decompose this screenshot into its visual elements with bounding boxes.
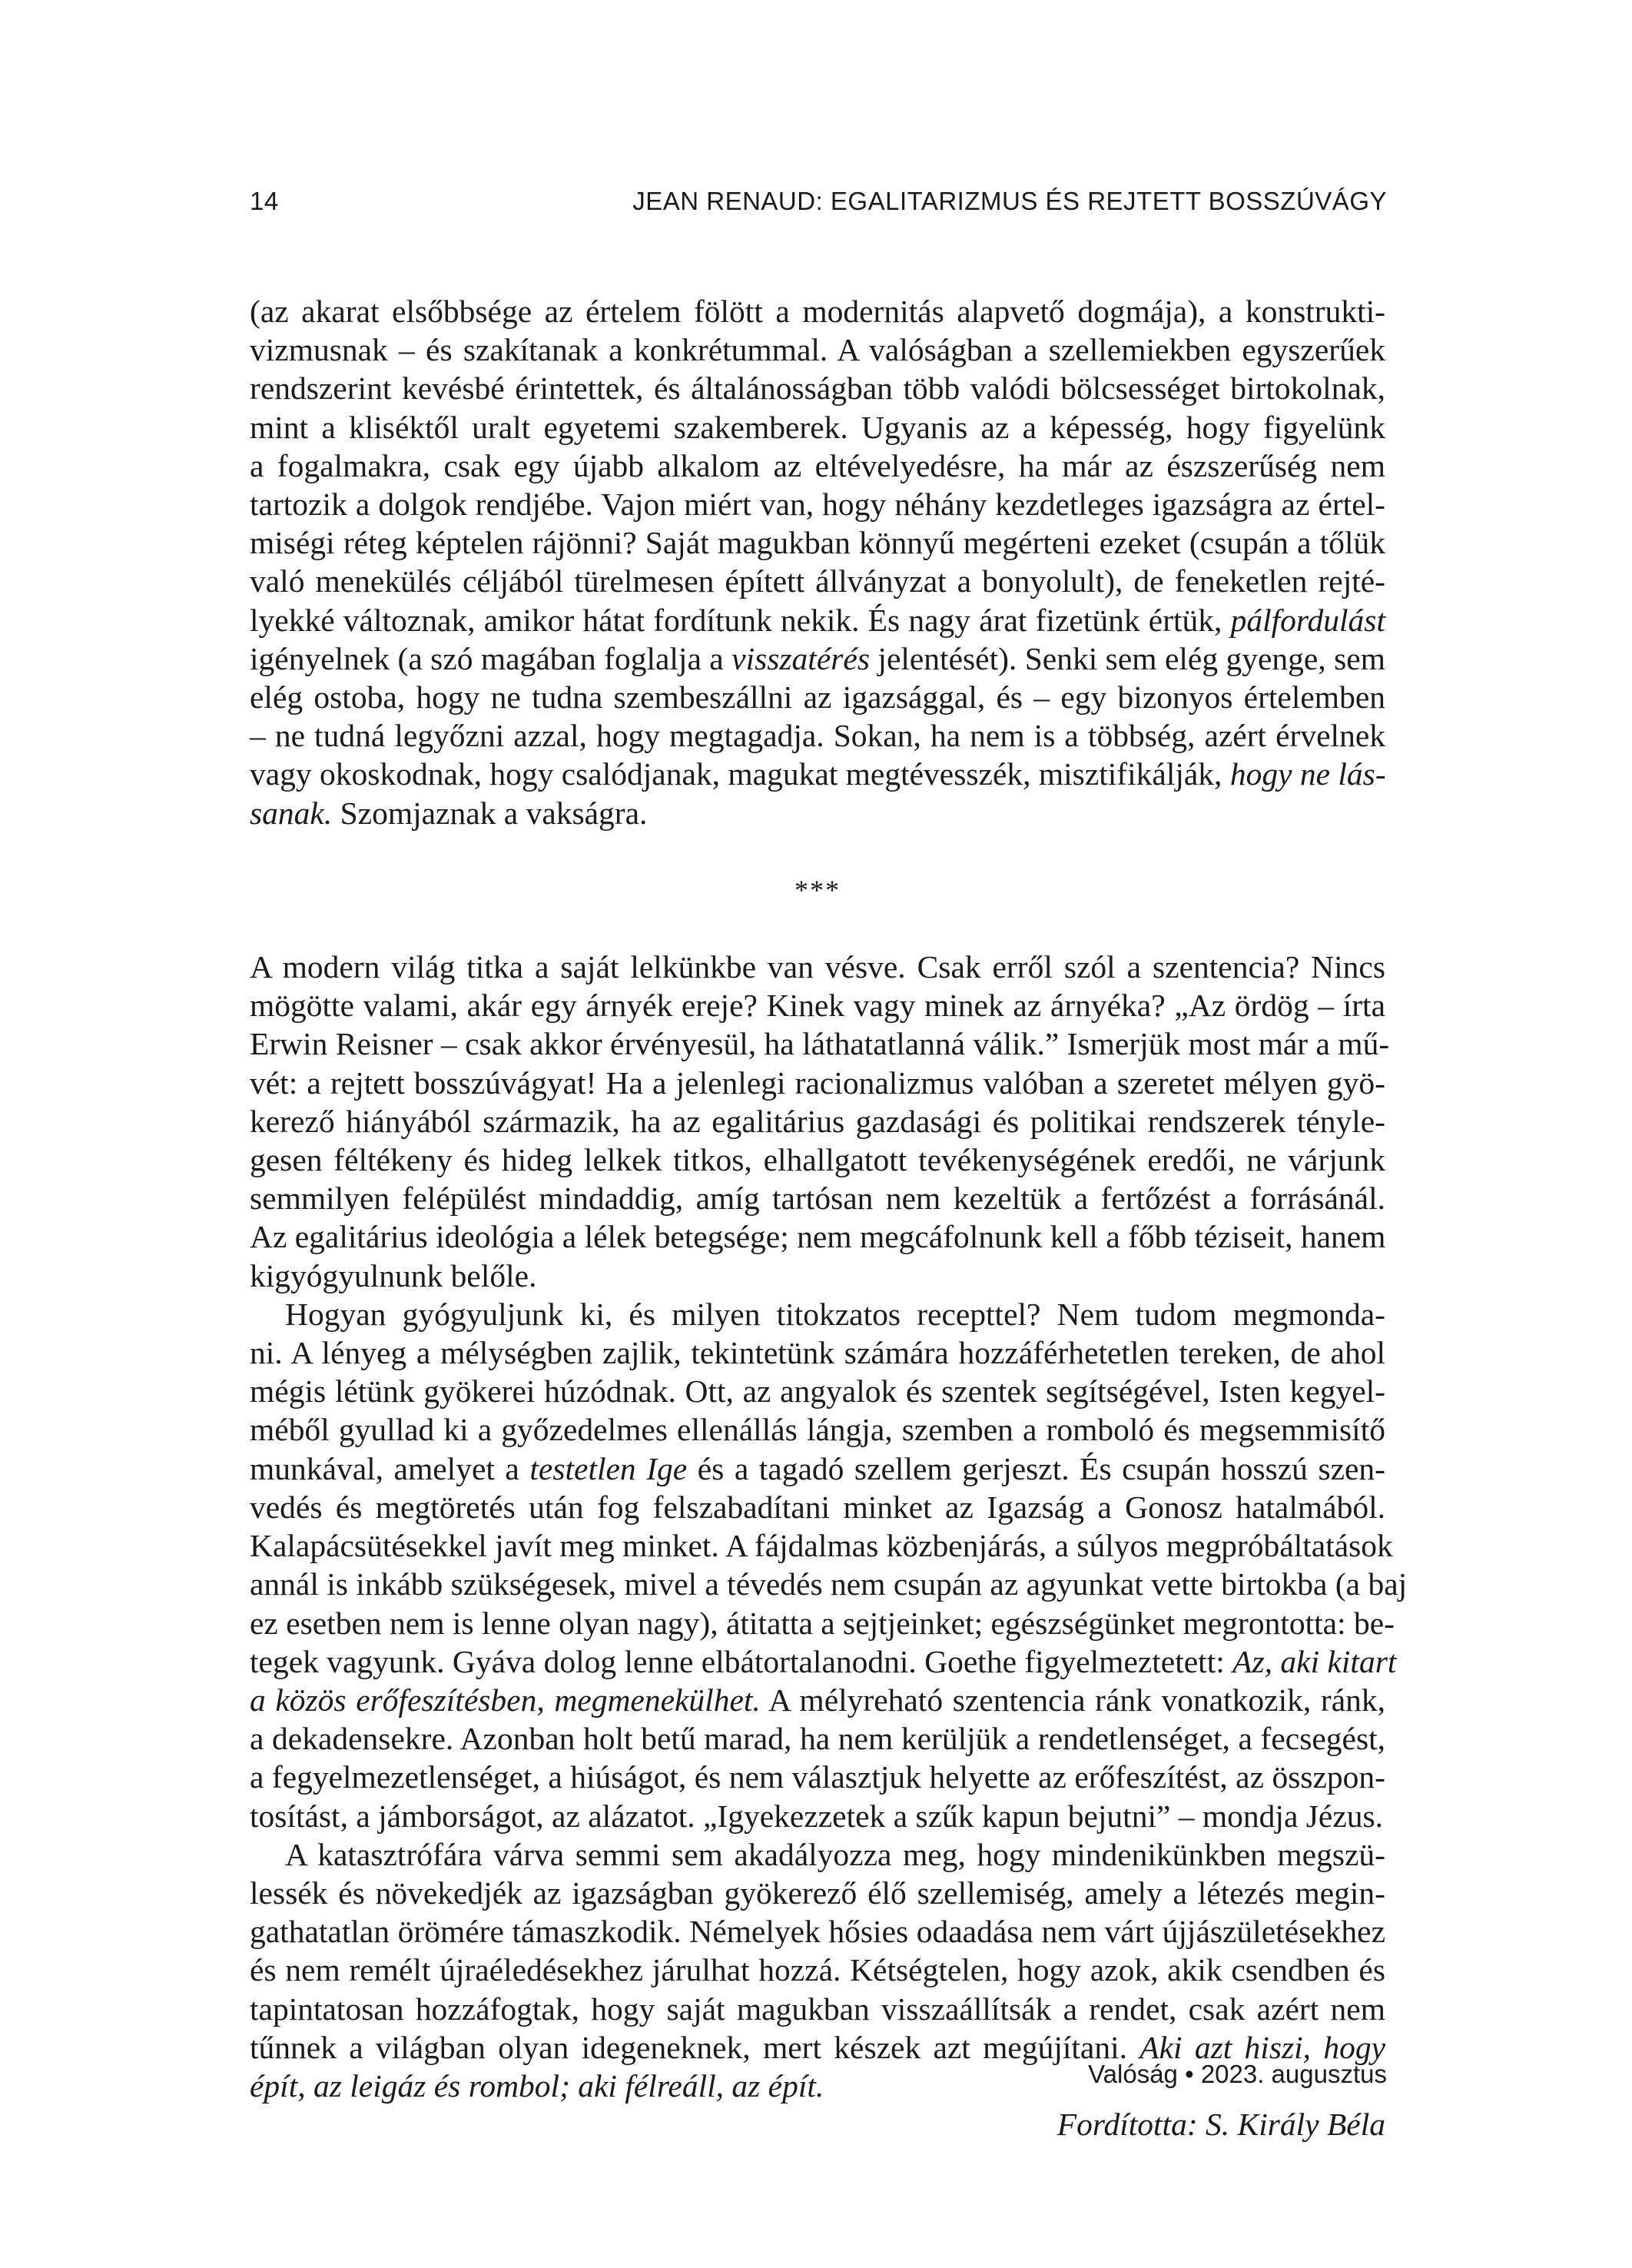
- text-line: [250, 948, 1385, 986]
- text-run: ez esetben nem is lenne olyan nagy), átitatta a sejtjeinket; egészségünket megrontotta: be-: [250, 1605, 1395, 1641]
- text-line: [250, 1604, 1395, 1642]
- text-line: [250, 1797, 1385, 1835]
- text-run: Erwin Reisner – csak akkor érvényesül, ha láthatatlanná válik.” Ismerjük most már a mű-: [250, 1026, 1390, 1062]
- text-run: a dekadensekre. Azonban holt betű marad, ha nem kerüljük a rendetlenséget, a fecsegést,: [250, 1721, 1385, 1757]
- text-line: [250, 1179, 1385, 1217]
- issue-date: 2023. augusztus: [1200, 2060, 1387, 2088]
- section-1-paragraph: [250, 292, 1385, 832]
- text-run: tosítást, a jámborságot, az alázatot. „Igyekezzetek a szűk kapun bejutni” – mondja Jézus.: [250, 1798, 1384, 1834]
- text-line: [250, 1719, 1385, 1758]
- text-line: [250, 1912, 1385, 1951]
- translator-credit-text: Fordította: S. Király Béla: [1056, 2107, 1385, 2143]
- text-line: [250, 794, 1385, 832]
- text-run: mint a kliséktől uralt egyetemi szakemberek. Ugyanis az a képesség, hogy figyelünk: [250, 409, 1385, 445]
- text-line: [250, 1835, 1385, 1874]
- text-line: [250, 1526, 1393, 1565]
- text-run: ni. A lényeg a mélységben zajlik, tekintetünk számára hozzáférhetetlen tereken, de ahol: [250, 1335, 1385, 1371]
- text-line: [250, 369, 1385, 407]
- text-run: tegek vagyunk. Gyáva dolog lenne elbátortalanodni. Goethe figyelmeztetett:: [250, 1643, 1233, 1679]
- italic-text: épít, az leigáz és rombol; aki félreáll, az épít.: [250, 2067, 824, 2104]
- text-line: [250, 1295, 1385, 1333]
- section-separator: ***: [794, 874, 841, 905]
- text-run: tartozik a dolgok rendjébe. Vajon miért van, hogy néhány kezdetleges igazságra az értel-: [250, 486, 1385, 523]
- text-line: [250, 447, 1385, 485]
- text-line: [250, 1951, 1385, 1989]
- text-line: [250, 1449, 1385, 1488]
- text-run: igényelnek (a szó magában foglalja a: [250, 640, 732, 676]
- text-line: [250, 408, 1385, 447]
- text-line: [250, 523, 1385, 562]
- text-run: vagy okoskodnak, hogy csalódjanak, magukat megtévesszék, misztifikálják,: [250, 756, 1230, 792]
- italic-text: hogy ne lás-: [1229, 756, 1386, 792]
- text-run: gesen féltékeny és hideg lelkek titkos, elhallgatott tevékenységének eredői, ne várjunk: [250, 1142, 1385, 1178]
- text-run: és a tagadó szellem gerjeszt. És csupán hosszú szen-: [687, 1450, 1386, 1486]
- text-run: munkával, amelyet a: [250, 1450, 530, 1486]
- text-run: semmilyen felépülést mindaddig, amíg tartósan nem kezeltük a fertőzést a forrásánál.: [250, 1180, 1385, 1217]
- text-line: [250, 755, 1385, 793]
- text-run: vét: a rejtett bosszúvágyat! Ha a jelenlegi racionalizmus valóban a szeretet mélyen gyö-: [250, 1064, 1385, 1101]
- text-line: [250, 1333, 1385, 1372]
- running-title: JEAN RENAUD: EGALITARIZMUS ÉS REJTETT BOSSZÚVÁGY: [632, 187, 1387, 215]
- section-2: [250, 948, 1408, 2105]
- text-run: gathatatlan örömére támaszkodik. Némelyek hősies odaadása nem várt újjászületésekhez: [250, 1914, 1385, 1950]
- text-run: A katasztrófára várva semmi sem akadályozza meg, hogy mindenikünkben megszü-: [285, 1836, 1385, 1872]
- paragraph: [250, 948, 1390, 1295]
- text-run: tűnnek a világban olyan idegeneknek, mert készek azt megújítani.: [250, 2029, 1140, 2065]
- text-run: Szomjaznak a vakságra.: [332, 795, 648, 831]
- text-run: Hogyan gyógyuljunk ki, és milyen titokzatos recepttel? Nem tudom megmonda-: [285, 1296, 1385, 1332]
- text-line: [250, 1758, 1385, 1796]
- italic-text: a közös erőfeszítésben, megmenekülhet.: [250, 1682, 761, 1718]
- text-run: és nem remélt újraéledésekhez járulhat hozzá. Kétségtelen, hogy azok, akik csendben és: [250, 1952, 1385, 1988]
- text-run: miségi réteg képtelen rájönni? Saját magukban könnyű megérteni ezeket (csupán a tőlük: [250, 525, 1385, 561]
- text-run: a fogalmakra, csak egy újabb alkalom az eltévelyedésre, ha már az észszerűség nem: [250, 447, 1385, 483]
- text-line: [250, 1141, 1385, 1179]
- text-line: [250, 1488, 1385, 1526]
- text-line: [250, 986, 1385, 1024]
- text-run: vizmusnak – és szakítanak a konkrétummal. A valóságban a szellemiekben egyszerűek: [250, 332, 1385, 368]
- text-line: [250, 1217, 1385, 1256]
- text-line: [250, 1064, 1385, 1102]
- text-line: [250, 639, 1385, 678]
- text-run: mögötte valami, akár egy árnyék ereje? Kinek vagy minek az árnyéka? „Az ördög – írta: [250, 988, 1385, 1024]
- text-line: [250, 1874, 1385, 1912]
- text-run: való menekülés céljából türelmesen épített állványzat a bonyolult), de feneketlen rejté-: [250, 563, 1385, 599]
- italic-text: Az, aki kitart: [1232, 1643, 1397, 1679]
- italic-text: sanak.: [250, 795, 333, 831]
- text-line: [250, 601, 1385, 639]
- text-run: (az akarat elsőbbsége az értelem fölött a modernitás alapvető dogmája), a konstrukti-: [250, 294, 1385, 329]
- text-run: Kalapácsütésekkel javít meg minket. A fájdalmas közbenjárás, a súlyos megpróbáltatások: [250, 1528, 1393, 1564]
- article-body: [250, 292, 1408, 2143]
- page-number: 14: [250, 187, 279, 215]
- text-run: lyekké változnak, amikor hátat fordítunk nekik. És nagy árat fizetünk értük,: [250, 602, 1231, 638]
- text-run: annál is inkább szükségesek, mivel a tévedés nem csupán az agyunkat vette birtokba (a baj: [250, 1566, 1408, 1602]
- running-header: [250, 184, 1387, 218]
- text-run: kerező hiányából származik, ha az egalitárius gazdasági és politikai rendszerek tényle-: [250, 1103, 1385, 1139]
- text-run: jelentését). Senki sem elég gyenge, sem: [869, 640, 1385, 676]
- text-line: [250, 716, 1385, 755]
- text-run: lessék és növekedjék az igazságban gyökerező élő szellemiség, amely a létezés megin-: [250, 1875, 1385, 1911]
- text-run: tapintatosan hozzáfogtak, hogy saját magukban visszaállítsák a rendet, csak azért nem: [250, 1991, 1385, 2027]
- translator-credit: [250, 2105, 1385, 2143]
- text-line: [250, 1024, 1390, 1063]
- italic-text: Aki azt hiszi, hogy: [1139, 2029, 1385, 2065]
- text-run: elég ostoba, hogy ne tudna szembeszállni az igazsággal, és – egy bizonyos értelemben: [250, 679, 1385, 716]
- text-run: A mélyreható szentencia ránk vonatkozik, ránk,: [760, 1682, 1385, 1718]
- text-line: [250, 678, 1385, 716]
- text-line: [250, 1642, 1397, 1681]
- text-line: [250, 1990, 1385, 2028]
- text-line: [250, 1372, 1385, 1410]
- text-line: [250, 562, 1385, 600]
- text-run: méből gyullad ki a győzedelmes ellenállás lángja, szemben a romboló és megsemmisítő: [250, 1412, 1385, 1448]
- text-line: [250, 1681, 1385, 1719]
- italic-text: testetlen Ige: [529, 1450, 688, 1486]
- text-line: [250, 1102, 1385, 1141]
- text-line: [250, 485, 1385, 523]
- page-footer: [250, 2060, 1387, 2089]
- text-line: [250, 292, 1385, 330]
- text-run: mégis létünk gyökerei húzódnak. Ott, az angyalok és szentek segítségével, Isten kegyel-: [250, 1373, 1385, 1410]
- text-run: vedés és megtöretés után fog felszabadítani minket az Igazság a Gonosz hatalmából.: [250, 1489, 1385, 1525]
- text-line: [250, 1257, 1385, 1295]
- text-run: a fegyelmezetlenséget, a hiúságot, és nem választjuk helyette az erőfeszítést, az összpon-: [250, 1759, 1385, 1795]
- text-run: rendszerint kevésbé érintettek, és általánosságban több valódi bölcsességet birtokolnak,: [250, 370, 1385, 407]
- text-run: A modern világ titka a saját lelkünkbe van vésve. Csak erről szól a szentencia? Nincs: [250, 949, 1385, 985]
- text-line: [250, 1410, 1385, 1449]
- text-run: Az egalitárius ideológia a lélek betegsége; nem megcáfolnunk kell a főbb téziseit, hanem: [250, 1219, 1386, 1255]
- paragraph: [250, 1295, 1408, 1835]
- text-run: – ne tudná legyőzni azzal, hogy megtagadja. Sokan, ha nem is a többség, azért érvelnek: [250, 718, 1385, 754]
- bullet-separator: •: [1185, 2060, 1194, 2088]
- text-line: [250, 330, 1385, 369]
- italic-text: pálfordulást: [1230, 602, 1385, 638]
- text-line: [250, 1565, 1408, 1603]
- italic-text: visszatérés: [731, 640, 870, 676]
- journal-name: Valóság: [1088, 2060, 1178, 2088]
- text-run: kigyógyulnunk belőle.: [250, 1257, 537, 1293]
